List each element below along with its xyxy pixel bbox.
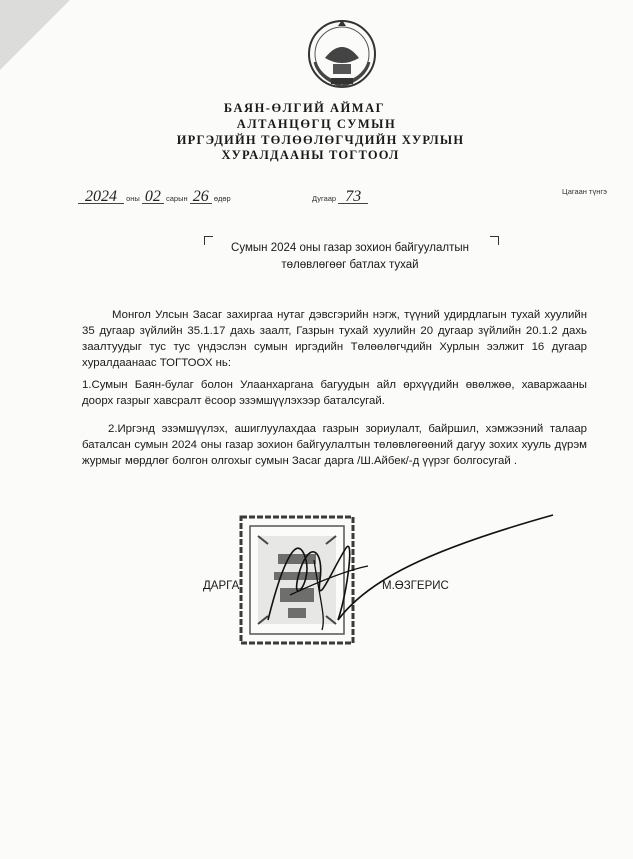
- preamble-text: Монгол Улсын Засаг захиргаа нутаг дэвсгэрийн нэгж, түүний удирдлагын тухай хуулийн 35 дугаар зүйлийн 35.1.17 дахь заалт, Газрын тухай хуулийн 20 дугаар зүйлийн 20.1.2 дахь заалтуудыг тус тус үндэслэн сумын иргэдийн Төлөөлөгчдийн Хурлын ээлжит 16 дугаар хуралдаанаас ТОГТООХ нь:: [82, 309, 587, 369]
- signatory-title: ДАРГА: [203, 580, 240, 592]
- clause-2-text: 2.Иргэнд эзэмшүүлэх, ашиглуулахдаа газрын зориулалт, байршил, хэмжээний талаар баталсан сумын 2024 оны газар зохион байгуулалтын төлөвлөгөөний дагуу зохих хууль дүрэм журмыг мөрдлөг болгон олгохыг сумын Засаг дарга /Ш.Айбек/-д үүрэг болгосугай .: [82, 423, 587, 467]
- date-month: 02: [142, 191, 164, 204]
- date-year: 2024: [78, 191, 124, 204]
- state-emblem-icon: [303, 14, 381, 94]
- resolution-number: 73: [338, 191, 368, 204]
- preamble-paragraph: [82, 307, 587, 371]
- number-line: [312, 188, 368, 205]
- date-line: [78, 188, 231, 205]
- subject-line-2: төлөвлөгөөг батлах тухай: [281, 259, 419, 271]
- signatory-name: М.ӨЗГЕРИС: [382, 580, 449, 592]
- date-year-label: оны: [126, 194, 140, 203]
- number-label: Дугаар: [312, 194, 337, 203]
- place-name: Цагаан түнгэ: [562, 187, 607, 196]
- subject-line-1: Сумын 2024 оны газар зохион байгуулалтын: [231, 242, 469, 254]
- handwritten-signature: [228, 500, 558, 640]
- folded-corner: [0, 0, 70, 70]
- date-day: 26: [190, 191, 212, 204]
- clause-1-paragraph: [82, 377, 587, 409]
- clause-2-paragraph: [82, 421, 587, 469]
- header-sum: АЛТАНЦӨГЦ СУМЫН: [236, 117, 397, 131]
- subject-title: [200, 240, 500, 274]
- clause-1-text: 1.Сумын Баян-булаг болон Улаанхаргана багуудын айл өрхүүдийн өвөлжөө, хаваржааны доорх газрыг хавсралт ёсоор эзэмшүүлэхээр баталсугай.: [82, 379, 587, 407]
- date-day-label: өдөр: [213, 194, 231, 203]
- date-month-label: сарын: [166, 194, 188, 203]
- header-resolution: ХУРАЛДААНЫ ТОГТООЛ: [221, 148, 400, 162]
- header-council: ИРГЭДИЙН ТӨЛӨӨЛӨГЧДИЙН ХУРЛЫН: [176, 133, 465, 147]
- header-aimag: БАЯН-ӨЛГИЙ АЙМАГ: [223, 101, 386, 115]
